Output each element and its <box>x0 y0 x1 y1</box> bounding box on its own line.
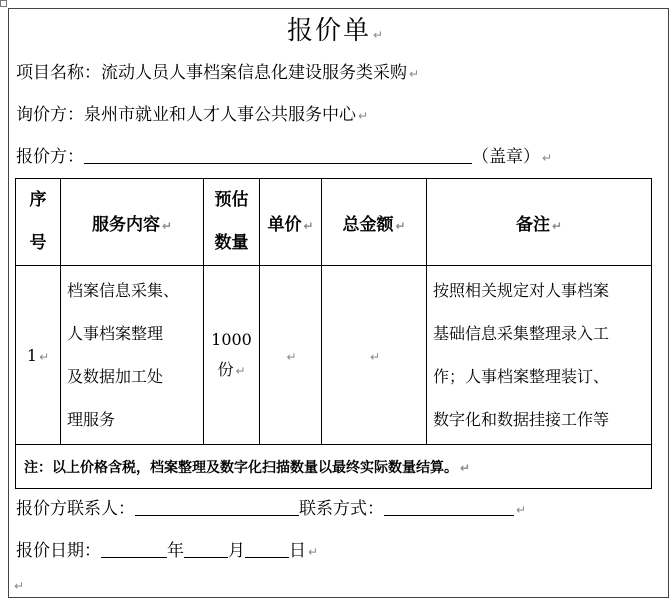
header-quantity-line1: 预估 <box>214 190 249 210</box>
date-year-label: 年 <box>167 541 184 561</box>
header-seq-line1: 序 <box>29 190 47 210</box>
quote-table <box>15 178 652 489</box>
header-unit-price-text: 单价 <box>267 214 302 235</box>
row-service-line: 人事档案整理 <box>67 324 164 343</box>
paragraph-mark-icon: ↵ <box>551 218 563 233</box>
header-quantity-line2: 数量 <box>214 233 249 253</box>
header-seq-line2: 号 <box>29 233 47 253</box>
header-remarks-text: 备注 <box>515 214 550 235</box>
paragraph-mark-icon: ↵ <box>395 218 406 233</box>
table-row <box>16 266 652 445</box>
paragraph-mark-icon: ↵ <box>372 28 386 42</box>
row-seq-text: 1 <box>26 345 38 365</box>
header-seq <box>16 179 61 266</box>
row-remarks-line: 作；人事档案整理装订、 <box>433 367 610 386</box>
table-header-row <box>16 179 652 266</box>
paragraph-mark-icon: ↵ <box>358 109 369 123</box>
quoter-line <box>16 146 552 169</box>
paragraph-mark-icon: ↵ <box>39 349 50 364</box>
date-line <box>16 540 318 563</box>
header-total <box>322 179 427 266</box>
date-day-label: 日 <box>289 541 306 561</box>
document-title <box>0 14 672 52</box>
paragraph-mark-icon: ↵ <box>516 503 527 517</box>
date-year-blank[interactable] <box>101 540 167 558</box>
row-remarks-line: 按照相关规定对人事档案 <box>433 281 610 300</box>
document-title-text: 报价单 <box>286 16 371 46</box>
seal-note: （盖章） <box>472 147 540 167</box>
paragraph-mark-icon: ↵ <box>286 349 297 364</box>
paragraph-mark-icon: ↵ <box>409 67 420 81</box>
row-quantity-value: 1000 <box>211 329 252 349</box>
quoter-label: 报价方： <box>16 147 84 167</box>
paragraph-mark-icon: ↵ <box>308 545 319 559</box>
contact-method-blank[interactable] <box>384 498 514 516</box>
project-name-value: 流动人员人事档案信息化建设服务类采购 <box>101 63 407 83</box>
contact-person-label: 报价方联系人： <box>16 499 135 519</box>
date-label: 报价日期： <box>16 541 101 561</box>
contact-person-blank[interactable] <box>135 498 299 516</box>
date-month-label: 月 <box>228 541 245 561</box>
row-remarks-line: 数字化和数据挂接工作等 <box>433 410 610 429</box>
paragraph-mark-icon: ↵ <box>161 218 173 233</box>
row-total[interactable] <box>322 266 427 445</box>
project-name-line <box>16 62 419 85</box>
paragraph-mark-icon: ↵ <box>460 460 471 475</box>
paragraph-mark-icon: ↵ <box>235 363 246 378</box>
paragraph-mark-icon: ↵ <box>14 579 25 593</box>
table-note <box>16 445 652 489</box>
contact-line <box>16 498 526 521</box>
project-name-label: 项目名称： <box>16 63 101 83</box>
row-seq <box>16 266 61 445</box>
row-quantity <box>204 266 260 445</box>
paragraph-mark-icon: ↵ <box>542 151 553 165</box>
date-month-blank[interactable] <box>184 540 228 558</box>
row-remarks <box>427 266 652 445</box>
page-corner-mark <box>0 0 7 7</box>
inquirer-label: 询价方： <box>16 105 84 125</box>
header-service <box>61 179 204 266</box>
row-remarks-line: 基础信息采集整理录入工 <box>433 324 610 343</box>
row-service <box>61 266 204 445</box>
row-service-line: 理服务 <box>67 410 116 429</box>
table-note-text: 注：以上价格含税，档案整理及数字化扫描数量以最终实际数量结算。 <box>24 459 458 476</box>
header-remarks <box>427 179 652 266</box>
note-row <box>16 445 652 489</box>
empty-paragraph <box>12 574 24 597</box>
row-service-line: 及数据加工处 <box>67 367 164 386</box>
quoter-blank[interactable] <box>84 146 472 164</box>
inquirer-line <box>16 104 368 127</box>
inquirer-value: 泉州市就业和人才人事公共服务中心 <box>84 105 356 125</box>
paragraph-mark-icon: ↵ <box>303 218 314 233</box>
header-quantity <box>204 179 260 266</box>
date-day-blank[interactable] <box>245 540 289 558</box>
row-unit-price[interactable] <box>260 266 322 445</box>
header-total-text: 总金额 <box>342 214 394 235</box>
row-service-line: 档案信息采集、 <box>67 281 180 300</box>
paragraph-mark-icon: ↵ <box>369 349 381 364</box>
header-service-text: 服务内容 <box>91 214 160 235</box>
contact-method-label: 联系方式： <box>299 499 384 519</box>
row-quantity-unit: 份 <box>217 359 234 379</box>
header-unit-price <box>260 179 322 266</box>
